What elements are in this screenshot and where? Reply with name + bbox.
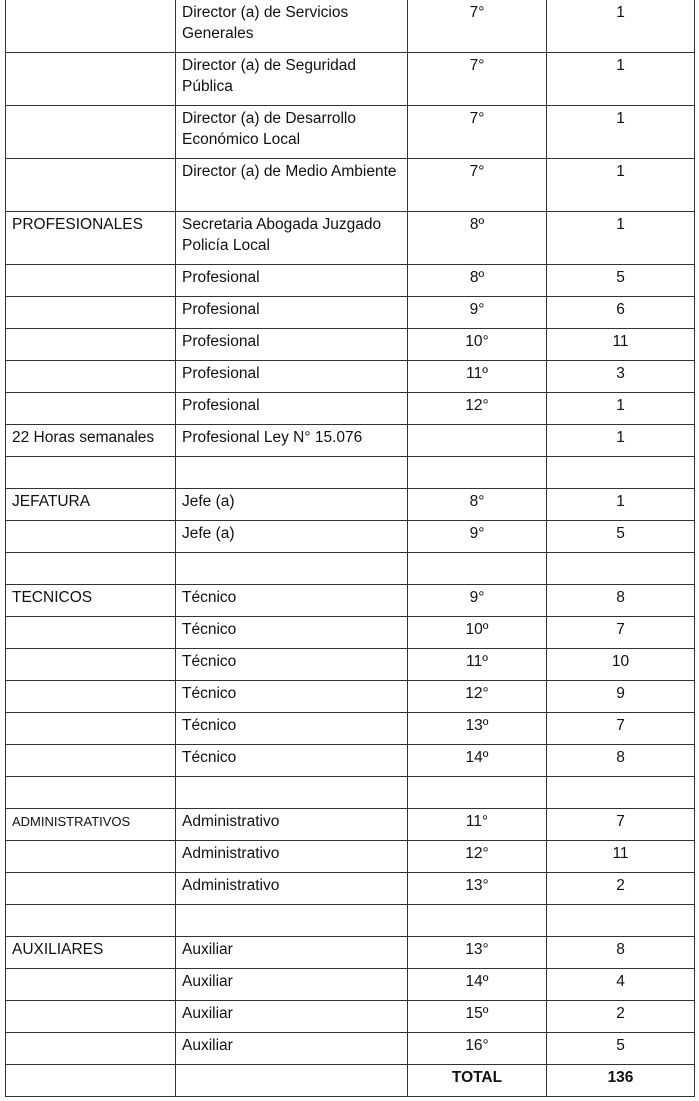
count-cell: 9	[547, 681, 695, 713]
category-cell	[6, 681, 176, 713]
position-cell: Profesional	[176, 393, 408, 425]
grade-cell	[408, 457, 547, 489]
total-label: TOTAL	[408, 1065, 547, 1097]
grade-cell: 15º	[408, 1001, 547, 1033]
position-cell: Profesional	[176, 265, 408, 297]
grade-cell: 7°	[408, 106, 547, 159]
count-cell: 8	[547, 745, 695, 777]
grade-cell: 11º	[408, 649, 547, 681]
count-cell	[547, 905, 695, 937]
count-cell: 1	[547, 212, 695, 265]
table-row	[6, 457, 695, 489]
category-cell: TECNICOS	[6, 585, 176, 617]
count-cell: 11	[547, 329, 695, 361]
table-row	[6, 297, 695, 329]
category-cell	[6, 0, 176, 53]
count-cell: 8	[547, 585, 695, 617]
table-row	[6, 713, 695, 745]
grade-cell: 7°	[408, 0, 547, 53]
grade-cell: 7°	[408, 159, 547, 212]
category-cell	[6, 649, 176, 681]
grade-cell: 7°	[408, 53, 547, 106]
count-cell: 4	[547, 969, 695, 1001]
count-cell	[547, 457, 695, 489]
position-cell: Auxiliar	[176, 1033, 408, 1065]
table-row	[6, 969, 695, 1001]
total-row	[6, 1065, 695, 1097]
count-cell: 1	[547, 425, 695, 457]
grade-cell	[408, 553, 547, 585]
table-row	[6, 809, 695, 841]
table-row	[6, 361, 695, 393]
count-cell: 2	[547, 873, 695, 905]
category-cell	[6, 329, 176, 361]
grade-cell: 12°	[408, 681, 547, 713]
table-row	[6, 649, 695, 681]
grade-cell: 12°	[408, 841, 547, 873]
category-cell	[6, 841, 176, 873]
count-cell: 7	[547, 617, 695, 649]
position-cell: Director (a) de Servicios Generales	[176, 0, 408, 53]
table-row	[6, 617, 695, 649]
grade-cell	[408, 905, 547, 937]
table-row	[6, 585, 695, 617]
grade-cell: 12°	[408, 393, 547, 425]
empty-cell	[6, 1065, 176, 1097]
count-cell: 7	[547, 713, 695, 745]
table-row	[6, 745, 695, 777]
table-row	[6, 0, 695, 53]
position-cell: Administrativo	[176, 841, 408, 873]
grade-cell: 10º	[408, 617, 547, 649]
category-cell	[6, 745, 176, 777]
grade-cell: 9°	[408, 521, 547, 553]
category-cell	[6, 905, 176, 937]
grade-cell	[408, 425, 547, 457]
count-cell: 2	[547, 1001, 695, 1033]
table-row	[6, 489, 695, 521]
position-cell: Administrativo	[176, 873, 408, 905]
table-body	[6, 0, 695, 1097]
table-row	[6, 159, 695, 212]
position-cell	[176, 777, 408, 809]
position-cell: Auxiliar	[176, 937, 408, 969]
category-cell	[6, 53, 176, 106]
position-cell	[176, 553, 408, 585]
category-cell	[6, 106, 176, 159]
table-row	[6, 1001, 695, 1033]
position-cell	[176, 457, 408, 489]
staff-grade-table	[5, 0, 695, 1097]
count-cell	[547, 777, 695, 809]
category-cell: 22 Horas semanales	[6, 425, 176, 457]
category-cell	[6, 713, 176, 745]
position-cell: Administrativo	[176, 809, 408, 841]
count-cell: 5	[547, 521, 695, 553]
empty-cell	[176, 1065, 408, 1097]
table-row	[6, 905, 695, 937]
category-cell	[6, 617, 176, 649]
category-cell	[6, 297, 176, 329]
grade-cell: 9°	[408, 297, 547, 329]
grade-cell: 8°	[408, 489, 547, 521]
grade-cell: 9°	[408, 585, 547, 617]
position-cell: Técnico	[176, 617, 408, 649]
category-cell	[6, 521, 176, 553]
position-cell: Director (a) de Desarrollo Económico Local	[176, 106, 408, 159]
grade-cell: 11°	[408, 809, 547, 841]
position-cell: Técnico	[176, 713, 408, 745]
category-cell	[6, 777, 176, 809]
position-cell: Jefe (a)	[176, 489, 408, 521]
position-cell: Profesional Ley N° 15.076	[176, 425, 408, 457]
position-cell: Técnico	[176, 681, 408, 713]
grade-cell: 14º	[408, 745, 547, 777]
category-cell: JEFATURA	[6, 489, 176, 521]
position-cell: Auxiliar	[176, 1001, 408, 1033]
grade-cell: 13°	[408, 937, 547, 969]
position-cell: Técnico	[176, 745, 408, 777]
table-row	[6, 265, 695, 297]
category-cell	[6, 457, 176, 489]
table-row	[6, 777, 695, 809]
table-row	[6, 873, 695, 905]
table-row	[6, 425, 695, 457]
total-value: 136	[547, 1065, 695, 1097]
grade-cell	[408, 777, 547, 809]
count-cell: 1	[547, 106, 695, 159]
table-row	[6, 553, 695, 585]
count-cell: 1	[547, 159, 695, 212]
category-cell	[6, 969, 176, 1001]
count-cell: 5	[547, 265, 695, 297]
count-cell: 1	[547, 53, 695, 106]
grade-cell: 13º	[408, 713, 547, 745]
grade-cell: 13°	[408, 873, 547, 905]
count-cell: 8	[547, 937, 695, 969]
grade-cell: 8º	[408, 212, 547, 265]
category-cell	[6, 873, 176, 905]
table-row	[6, 521, 695, 553]
count-cell: 3	[547, 361, 695, 393]
position-cell: Técnico	[176, 585, 408, 617]
category-cell: ADMINISTRATIVOS	[6, 809, 176, 841]
count-cell: 6	[547, 297, 695, 329]
table-row	[6, 937, 695, 969]
category-cell	[6, 1033, 176, 1065]
table-row	[6, 212, 695, 265]
grade-cell: 11º	[408, 361, 547, 393]
category-cell	[6, 159, 176, 212]
table-row	[6, 329, 695, 361]
table-row	[6, 106, 695, 159]
position-cell: Director (a) de Medio Ambiente	[176, 159, 408, 212]
count-cell: 5	[547, 1033, 695, 1065]
table-row	[6, 841, 695, 873]
count-cell: 7	[547, 809, 695, 841]
position-cell: Jefe (a)	[176, 521, 408, 553]
count-cell	[547, 553, 695, 585]
position-cell: Profesional	[176, 361, 408, 393]
position-cell: Auxiliar	[176, 969, 408, 1001]
position-cell: Profesional	[176, 297, 408, 329]
grade-cell: 8º	[408, 265, 547, 297]
table-row	[6, 1033, 695, 1065]
grade-cell: 16°	[408, 1033, 547, 1065]
category-cell: AUXILIARES	[6, 937, 176, 969]
category-cell	[6, 361, 176, 393]
table-row	[6, 53, 695, 106]
grade-cell: 14º	[408, 969, 547, 1001]
grade-cell: 10°	[408, 329, 547, 361]
category-cell	[6, 553, 176, 585]
position-cell: Profesional	[176, 329, 408, 361]
category-cell	[6, 1001, 176, 1033]
count-cell: 10	[547, 649, 695, 681]
category-cell	[6, 393, 176, 425]
table-row	[6, 393, 695, 425]
count-cell: 1	[547, 0, 695, 53]
count-cell: 1	[547, 489, 695, 521]
position-cell: Director (a) de Seguridad Pública	[176, 53, 408, 106]
position-cell	[176, 905, 408, 937]
position-cell: Secretaria Abogada Juzgado Policía Local	[176, 212, 408, 265]
position-cell: Técnico	[176, 649, 408, 681]
count-cell: 1	[547, 393, 695, 425]
count-cell: 11	[547, 841, 695, 873]
table-row	[6, 681, 695, 713]
category-cell	[6, 265, 176, 297]
category-cell: PROFESIONALES	[6, 212, 176, 265]
